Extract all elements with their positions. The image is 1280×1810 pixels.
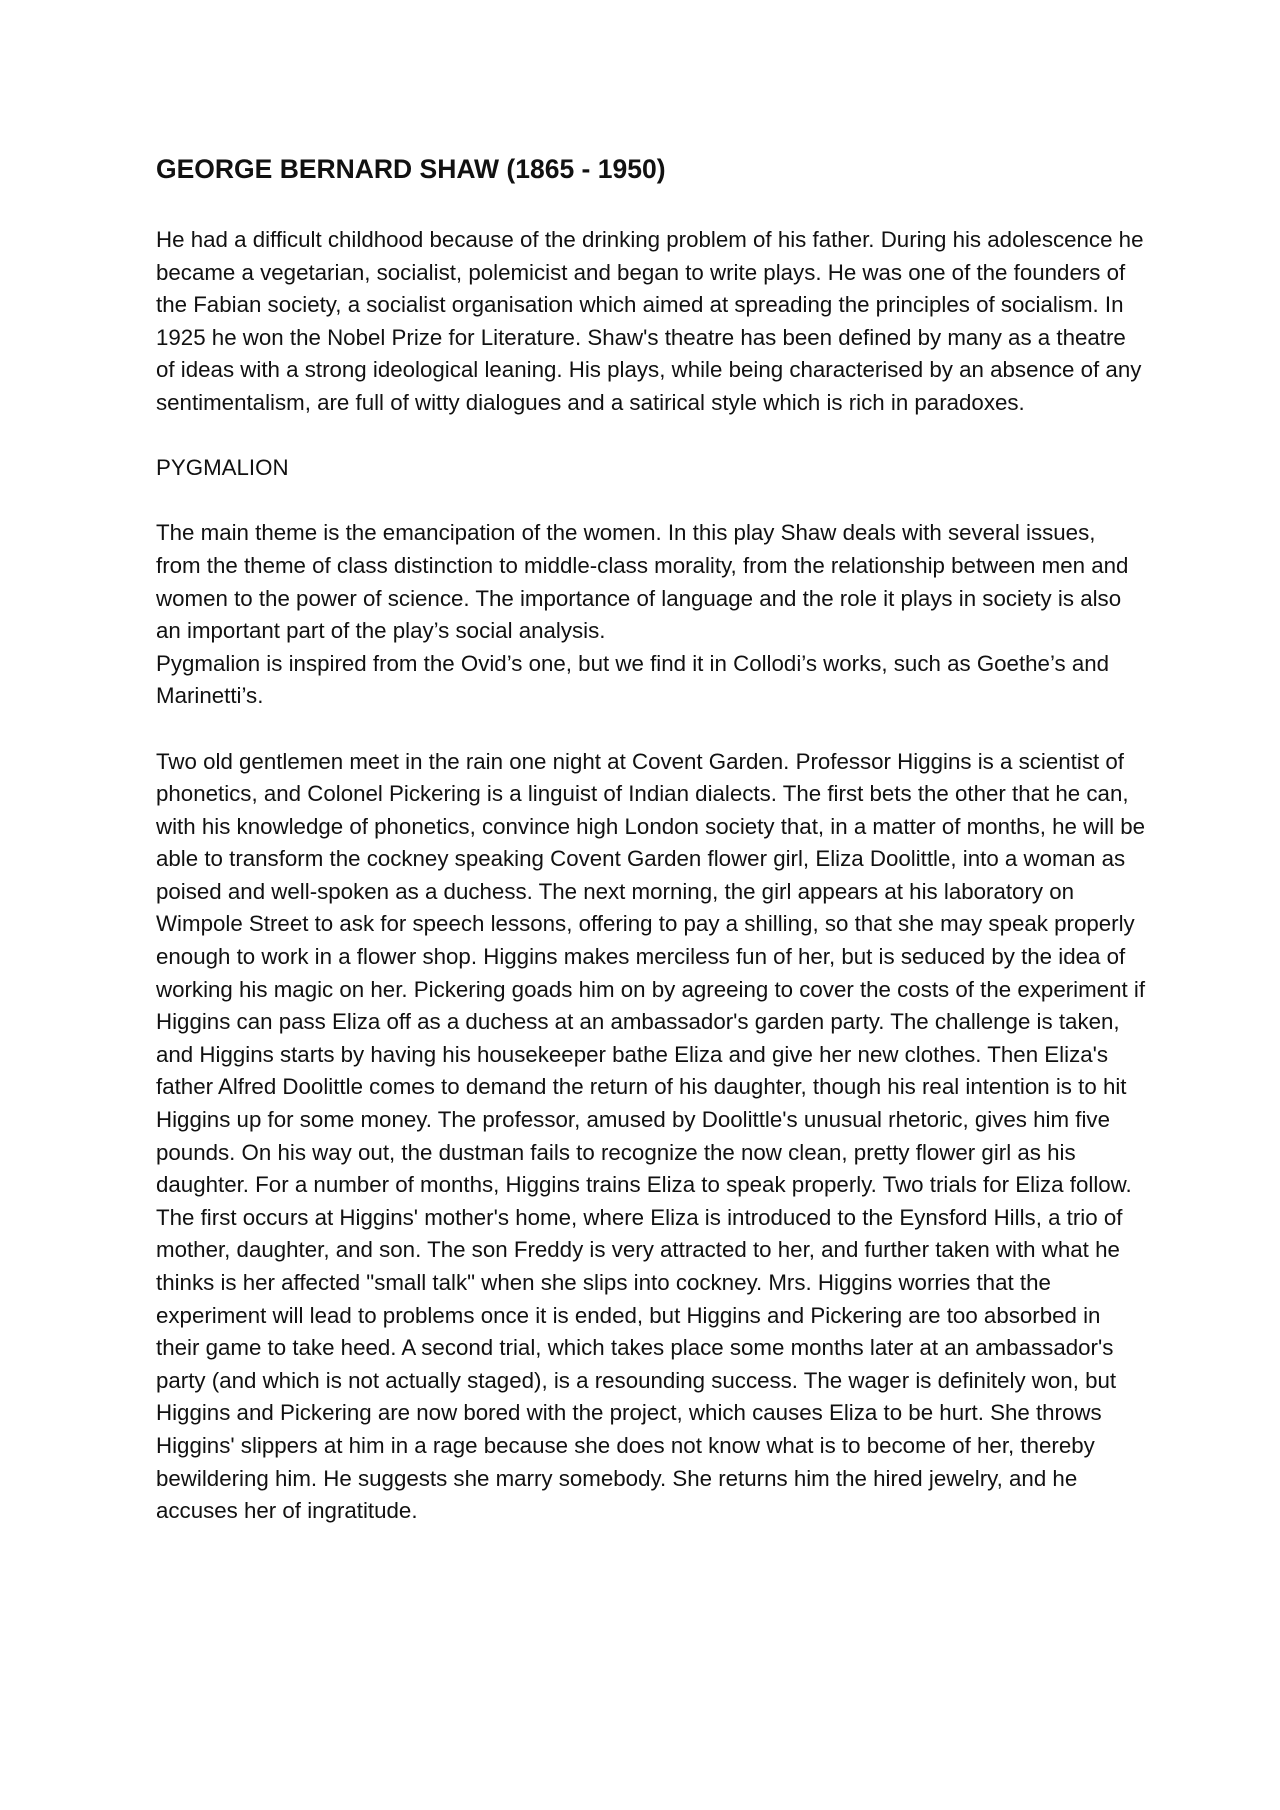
plot-summary-paragraph: Two old gentlemen meet in the rain one night at Covent Garden. Professor Higgins is a scientist of phonetics, and Colonel Pickering is a linguist of Indian dialects. The first bets the other that he can, with his knowledge of phonetics, convince high London society that, in a matter of months, he will be able to transform the cockney speaking Covent Garden flower girl, Eliza Doolittle, into a woman as poised and well-spoken as a duchess. The next morning, the girl appears at his laboratory on Wimpole Street to ask for speech lessons, offering to pay a shilling, so that she may speak properly enough to work in a flower shop. Higgins makes merciless fun of her, but is seduced by the idea of working his magic on her. Pickering goads him on by agreeing to cover the costs of the experiment if Higgins can pass Eliza off as a duchess at an ambassador's garden party. The challenge is taken, and Higgins starts by having his housekeeper bathe Eliza and give her new clothes. Then Eliza's father Alfred Doolittle comes to demand the return of his daughter, though his real intention is to hit Higgins up for some money. The professor, amused by Doolittle's unusual rhetoric, gives him five pounds. On his way out, the dustman fails to recognize the now clean, pretty flower girl as his daughter. For a number of months, Higgins trains Eliza to speak properly. Two trials for Eliza follow. The first occurs at Higgins' mother's home, where Eliza is introduced to the Eynsford Hills, a trio of mother, daughter, and son. The son Freddy is very attracted to her, and further taken with what he thinks is her affected "small talk" when she slips into cockney. Mrs. Higgins worries that the experiment will lead to problems once it is ended, but Higgins and Pickering are too absorbed in their game to take heed. A second trial, which takes place some months later at an ambassador's party (and which is not actually staged), is a resounding success. The wager is definitely won, but Higgins and Pickering are now bored with the project, which causes Eliza to be hurt. She throws Higgins' slippers at him in a rage because she does not know what is to become of her, thereby bewildering him. He suggests she marry somebody. She returns him the hired jewelry, and he accuses her of ingratitude. — [156, 748, 1146, 1524]
biography-paragraph: He had a difficult childhood because of the drinking problem of his father. During his adolescence he became a vegetarian, socialist, polemicist and began to write plays. He was one of the founders of the Fabian society, a socialist organisation which aimed at spreading the principles of socialism. In 1925 he won the Nobel Prize for Literature. Shaw's theatre has been defined by many as a theatre of ideas with a strong ideological leaning. His plays, while being characterised by an absence of any sentimentalism, are full of witty dialogues and a satirical style which is rich in paradoxes. — [156, 227, 1144, 415]
document-body — [156, 152, 1146, 1560]
section-heading-pygmalion: PYGMALION — [156, 455, 289, 481]
inspiration-paragraph: Pygmalion is inspired from the Ovid’s one, but we find it in Collodi’s works, such as Goethe’s and Marinetti’s. — [156, 650, 1110, 709]
theme-paragraph: The main theme is the emancipation of the women. In this play Shaw deals with several issues, from the theme of class distinction to middle-class morality, from the relationship between men and women to the power of science. The importance of language and the role it plays in society is also an important part of the play’s social analysis. — [156, 520, 1129, 644]
document-title: GEORGE BERNARD SHAW (1865 - 1950) — [156, 154, 666, 184]
